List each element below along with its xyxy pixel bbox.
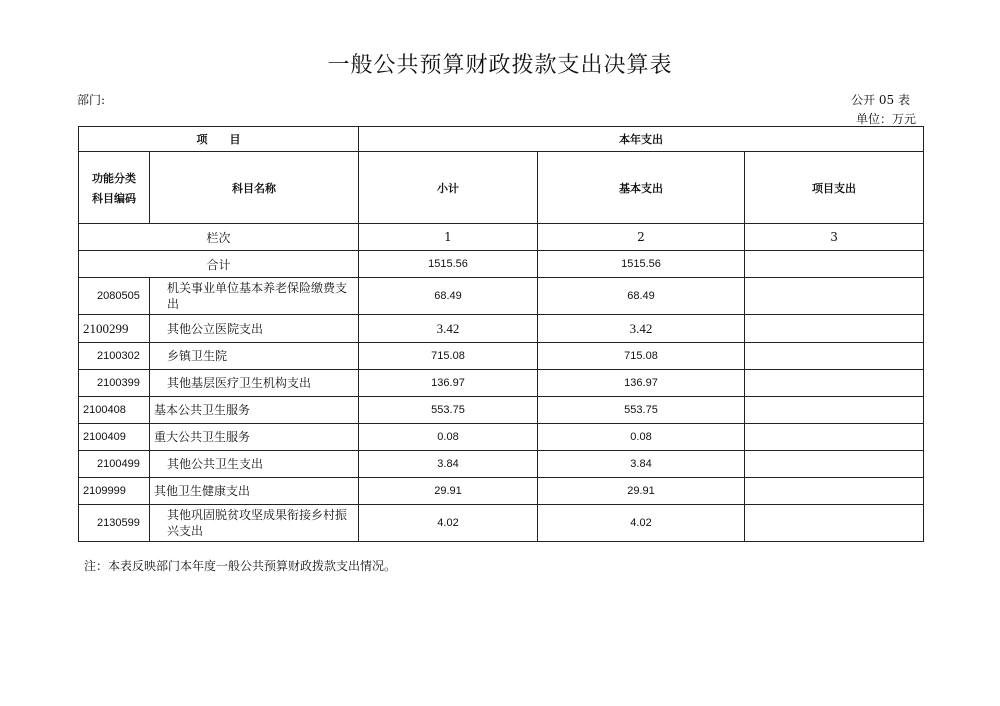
- row-subtotal: 3.42: [359, 315, 538, 343]
- table-row: [79, 278, 924, 315]
- row-subtotal: 3.84: [359, 451, 538, 478]
- table-row: [79, 424, 924, 451]
- row-code: 2100299: [79, 315, 150, 343]
- column-index-1: 1: [359, 224, 538, 251]
- header-basic: 基本支出: [538, 152, 745, 224]
- table-row: [79, 478, 924, 505]
- form-number: 公开 05 表: [851, 93, 910, 107]
- row-name: 其他卫生健康支出: [150, 478, 359, 505]
- row-basic: 3.84: [538, 451, 745, 478]
- table-row: [79, 343, 924, 370]
- row-project: [745, 478, 924, 505]
- row-name: 重大公共卫生服务: [150, 424, 359, 451]
- header-code: [79, 152, 150, 224]
- total-project: [745, 251, 924, 278]
- department-label: 部门:: [77, 93, 106, 107]
- row-project: [745, 424, 924, 451]
- header-code-line2: 科目编码: [92, 191, 136, 205]
- header-subject-name: 科目名称: [150, 152, 359, 224]
- row-code: 2100399: [79, 370, 150, 397]
- row-subtotal: 553.75: [359, 397, 538, 424]
- row-basic: 136.97: [538, 370, 745, 397]
- row-project: [745, 343, 924, 370]
- row-code: 2100302: [79, 343, 150, 370]
- row-name: 乡镇卫生院: [150, 343, 359, 370]
- header-project: 项目支出: [745, 152, 924, 224]
- row-subtotal: 136.97: [359, 370, 538, 397]
- table-row: [79, 315, 924, 343]
- column-index-row: [79, 224, 924, 251]
- row-project: [745, 315, 924, 343]
- row-project: [745, 505, 924, 542]
- table-row: [79, 451, 924, 478]
- row-name: 其他公立医院支出: [150, 315, 359, 343]
- row-subtotal: 68.49: [359, 278, 538, 315]
- row-name: 其他基层医疗卫生机构支出: [150, 370, 359, 397]
- page-title: 一般公共预算财政拨款支出决算表: [327, 53, 673, 78]
- row-project: [745, 278, 924, 315]
- total-row: [79, 251, 924, 278]
- row-code: 2100499: [79, 451, 150, 478]
- total-subtotal: 1515.56: [359, 251, 538, 278]
- column-index-3: 3: [745, 224, 924, 251]
- expenditure-table: [78, 126, 924, 542]
- row-project: [745, 451, 924, 478]
- total-label: 合计: [79, 251, 359, 278]
- total-basic: 1515.56: [538, 251, 745, 278]
- header-current-year: 本年支出: [359, 127, 924, 152]
- row-code: 2100408: [79, 397, 150, 424]
- header-subtotal: 小计: [359, 152, 538, 224]
- row-subtotal: 0.08: [359, 424, 538, 451]
- table-row: [79, 370, 924, 397]
- row-name: 机关事业单位基本养老保险缴费支出: [150, 278, 359, 315]
- row-project: [745, 397, 924, 424]
- table-row: [79, 397, 924, 424]
- row-name: 基本公共卫生服务: [150, 397, 359, 424]
- unit-label: 单位：万元: [855, 112, 916, 126]
- footnote: 注：本表反映部门本年度一般公共预算财政拨款支出情况。: [84, 559, 397, 573]
- row-code: 2100409: [79, 424, 150, 451]
- row-basic: 3.42: [538, 315, 745, 343]
- row-project: [745, 370, 924, 397]
- column-index-2: 2: [538, 224, 745, 251]
- column-index-label: 栏次: [79, 224, 359, 251]
- row-code: 2130599: [79, 505, 150, 542]
- row-name: 其他公共卫生支出: [150, 451, 359, 478]
- row-subtotal: 4.02: [359, 505, 538, 542]
- table-row: [79, 505, 924, 542]
- header-code-line1: 功能分类: [92, 171, 136, 185]
- row-name: 其他巩固脱贫攻坚成果衔接乡村振兴支出: [150, 505, 359, 542]
- row-basic: 715.08: [538, 343, 745, 370]
- row-basic: 4.02: [538, 505, 745, 542]
- header-row-columns: [79, 152, 924, 224]
- row-subtotal: 29.91: [359, 478, 538, 505]
- row-code: 2109999: [79, 478, 150, 505]
- row-basic: 0.08: [538, 424, 745, 451]
- row-basic: 68.49: [538, 278, 745, 315]
- row-basic: 29.91: [538, 478, 745, 505]
- header-row-top: [79, 127, 924, 152]
- header-item: 项 目: [79, 127, 359, 152]
- row-subtotal: 715.08: [359, 343, 538, 370]
- row-basic: 553.75: [538, 397, 745, 424]
- row-code: 2080505: [79, 278, 150, 315]
